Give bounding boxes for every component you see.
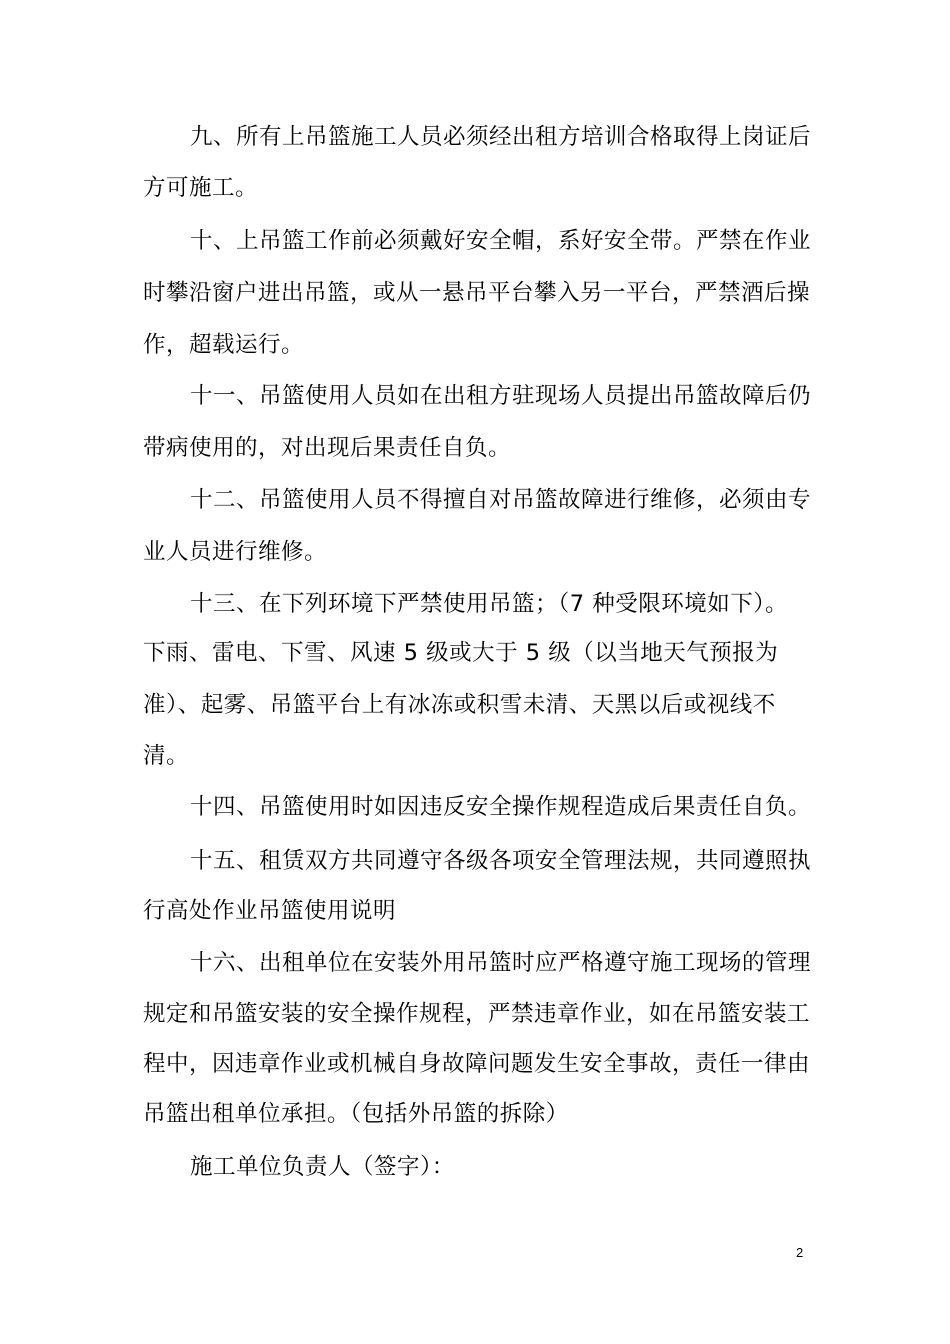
paragraph-11-line-1: 十一、吊篮使用人员如在出租方驻现场人员提出吊篮故障后仍: [190, 383, 812, 409]
page-number: 2: [796, 1245, 804, 1260]
paragraph-16-line-2: 规定和吊篮安装的安全操作规程，严禁违章作业，如在吊篮安装工: [143, 1001, 811, 1027]
paragraph-10-line-1: 十、上吊篮工作前必须戴好安全帽，系好安全带。严禁在作业: [190, 228, 812, 254]
paragraph-14-line-1: 十四、吊篮使用时如因违反安全操作规程造成后果责任自负。: [190, 794, 812, 820]
paragraph-13-line-1: 十三、在下列环境下严禁使用吊篮；（7 种受限环境如下）。: [190, 591, 788, 617]
paragraph-16-line-4: 吊篮出租单位承担。（包括外吊篮的拆除）: [143, 1101, 569, 1127]
paragraph-11-line-2: 带病使用的，对出现后果责任自负。: [143, 435, 512, 461]
paragraph-16-line-3: 程中，因违章作业或机械自身故障问题发生安全事故，责任一律由: [143, 1051, 811, 1077]
paragraph-10-line-3: 作，超载运行。: [143, 332, 305, 358]
paragraph-9-line-1: 九、所有上吊篮施工人员必须经出租方培训合格取得上岗证后: [190, 124, 812, 150]
paragraph-13-line-4: 清。: [143, 743, 190, 769]
paragraph-15-line-1: 十五、租赁双方共同遵守各级各项安全管理法规，共同遵照执: [190, 848, 812, 874]
paragraph-12-line-2: 业人员进行维修。: [143, 539, 328, 565]
paragraph-13-line-2: 下雨、雷电、下雪、风速 5 级或大于 5 级（以当地天气预报为: [143, 640, 779, 666]
paragraph-16-line-1: 十六、出租单位在安装外用吊篮时应严格遵守施工现场的管理: [190, 950, 812, 976]
paragraph-12-line-1: 十二、吊篮使用人员不得擅自对吊篮故障进行维修，必须由专: [190, 487, 812, 513]
paragraph-13-line-3: 准）、起雾、吊篮平台上有冰冻或积雪未清、天黑以后或视线不: [143, 692, 776, 718]
paragraph-9-line-2: 方可施工。: [143, 175, 259, 201]
signature-label: 施工单位负责人（签字）：: [190, 1154, 455, 1180]
paragraph-15-line-2: 行高处作业吊篮使用说明: [143, 898, 397, 924]
paragraph-10-line-2: 时攀沿窗户进出吊篮，或从一悬吊平台攀入另一平台，严禁酒后操: [143, 280, 811, 306]
